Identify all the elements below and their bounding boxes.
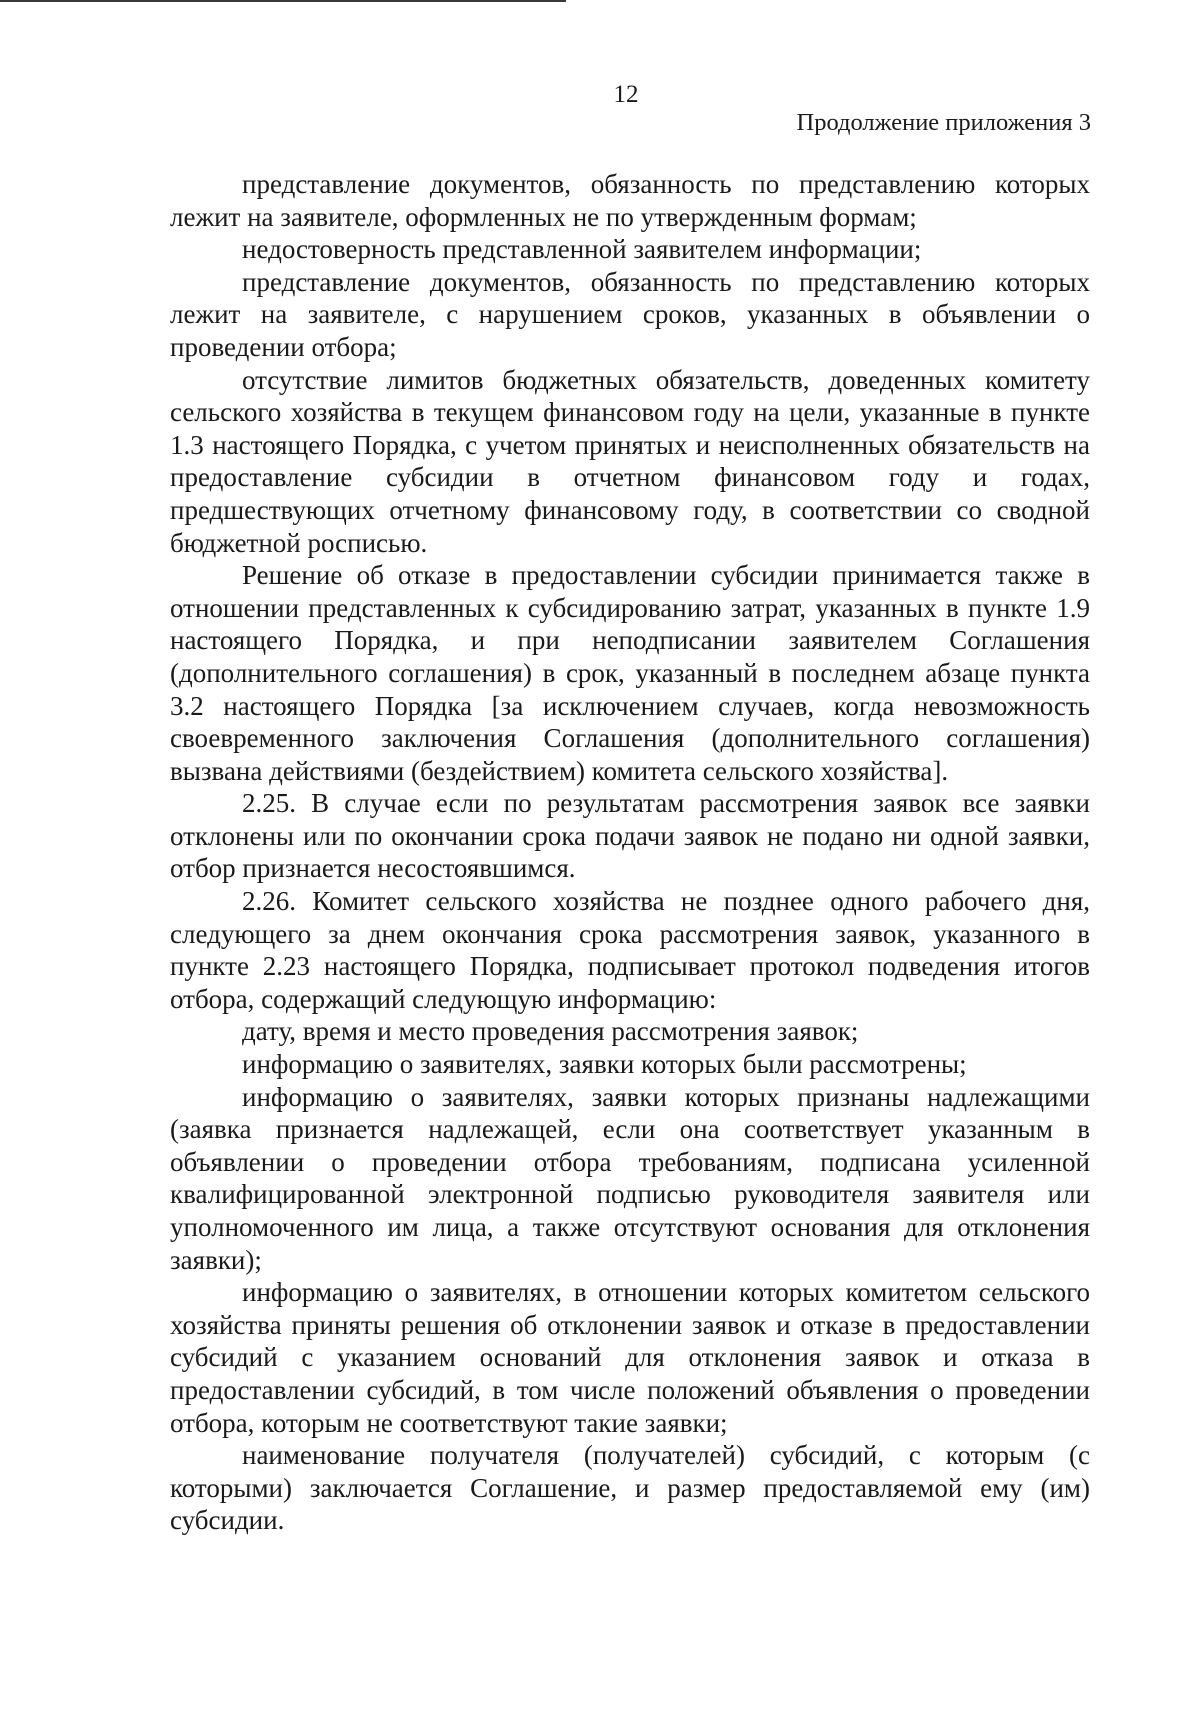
page-number: 12 xyxy=(613,81,639,108)
paragraph: информацию о заявителях, в отношении которых комитетом сельского хозяйства приняты решения об отклонении заявок и отказе в предоставлении субсидий с указанием оснований для отклонения заявок и отказа в предоставлении субсидий, в том числе положений объявления о проведении отбора, которым не соответствуют такие заявки; xyxy=(170,1277,1090,1438)
scan-edge-line xyxy=(0,0,566,2)
paragraph: представление документов, обязанность по представлению которых лежит на заявителе, с нарушением сроков, указанных в объявлении о проведении отбора; xyxy=(170,266,1090,362)
appendix-continuation-label: Продолжение приложения 3 xyxy=(796,109,1091,136)
paragraph-section-2-26: 2.26. Комитет сельского хозяйства не позднее одного рабочего дня, следующего за днем окончания срока рассмотрения заявок, указанного в пункте 2.23 настоящего Порядка, подписывает протокол подведения итогов отбора, содержащий следующую информацию: xyxy=(170,886,1090,1014)
paragraph: дату, время и место проведения рассмотрения заявок; xyxy=(242,1016,859,1047)
paragraph-section-2-25: 2.25. В случае если по результатам рассмотрения заявок все заявки отклонены или по окончании срока подачи заявок не подано ни одной заявки, отбор признается несостоявшимся. xyxy=(170,788,1090,884)
paragraph: недостоверность представленной заявителем информации; xyxy=(242,234,922,265)
document-body xyxy=(170,168,1090,1537)
paragraph: представление документов, обязанность по представлению которых лежит на заявителе, оформленных не по утвержденным формам; xyxy=(170,169,1090,232)
paragraph: отсутствие лимитов бюджетных обязательств, доведенных комитету сельского хозяйства в текущем финансовом году на цели, указанные в пункте 1.3 настоящего Порядка, с учетом принятых и неисполненных обязательств на предоставление субсидии в отчетном финансовом году и годах, предшествующих отчетному финансовому году, в соответствии со сводной бюджетной росписью. xyxy=(170,364,1090,558)
paragraph: наименование получателя (получателей) субсидий, с которым (с которыми) заключается Соглашение, и размер предоставляемой ему (им) субсидии. xyxy=(170,1440,1090,1536)
paragraph: Решение об отказе в предоставлении субсидии принимается также в отношении представленных к субсидированию затрат, указанных в пункте 1.9 настоящего Порядка, и при неподписании заявителем Соглашения (дополнительного соглашения) в срок, указанный в последнем абзаце пункта 3.2 настоящего Порядка [за исключением случаев, когда невозможность своевременного заключения Соглашения (дополнительного соглашения) вызвана действиями (бездействием) комитета сельского хозяйства]. xyxy=(170,560,1090,786)
paragraph: информацию о заявителях, заявки которых признаны надлежащими (заявка признается надлежащей, если она соответствует указанным в объявлении о проведении отбора требованиям, подписана усиленной квалифицированной электронной подписью руководителя заявителя или уполномоченного им лица, а также отсутствуют основания для отклонения заявки); xyxy=(170,1081,1090,1275)
paragraph: информацию о заявителях, заявки которых были рассмотрены; xyxy=(242,1049,967,1080)
